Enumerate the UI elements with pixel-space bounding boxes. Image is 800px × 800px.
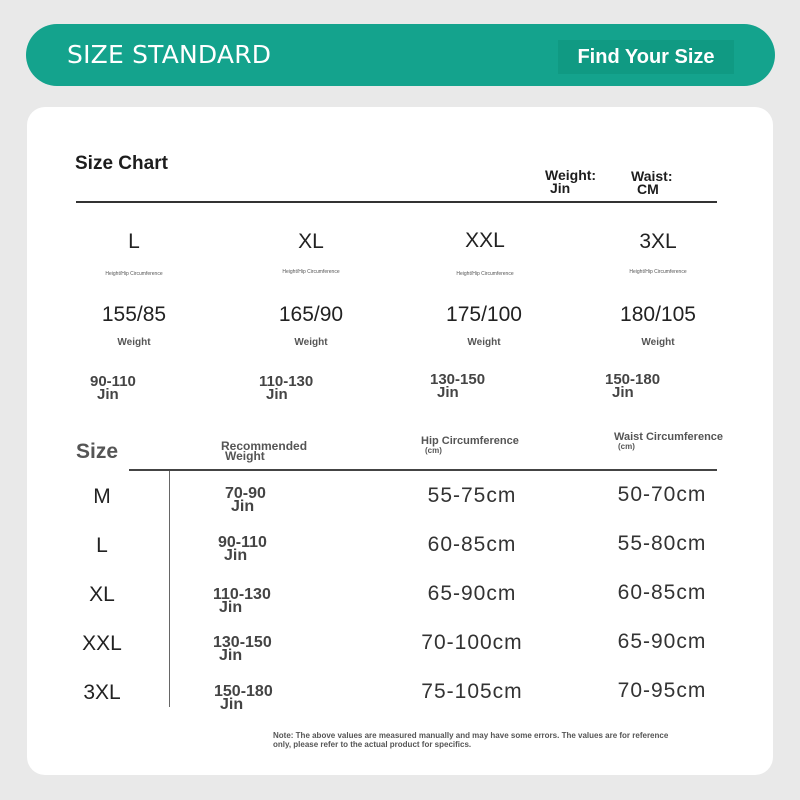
column-size: L — [128, 230, 140, 253]
column-size: XL — [298, 230, 324, 253]
table-row-hip: 75-105cm — [421, 680, 523, 703]
column-weight-range: 130-150 Jin — [430, 371, 486, 401]
table-row-waist: 70-95cm — [617, 679, 707, 702]
table-row-hip: 55-75cm — [427, 484, 517, 507]
column-height-hip: 155/85 — [101, 303, 167, 326]
column-weight-label: Weight — [117, 337, 151, 348]
table-row-weight: 70-90 Jin — [225, 485, 266, 515]
column-small-label: Height/Hip Circumference — [282, 269, 340, 275]
banner-title: SIZE STANDARD — [67, 40, 272, 69]
chart-title: Size Chart — [75, 153, 168, 174]
column-small-label: Height/Hip Circumference — [105, 271, 163, 277]
column-small-label: Height/Hip Circumference — [629, 269, 687, 275]
table-row-size: L — [96, 534, 108, 557]
column-weight-label: Weight — [467, 337, 501, 348]
table-row-size: XL — [89, 583, 115, 606]
legend-waist: Waist: CM — [631, 168, 673, 197]
column-weight-range: 150-180 Jin — [605, 371, 661, 401]
column-height-hip: 165/90 — [278, 303, 344, 326]
header-banner — [26, 24, 775, 86]
table-column-divider — [169, 471, 170, 707]
find-your-size-button[interactable]: Find Your Size — [558, 40, 734, 74]
table-row-size: 3XL — [83, 681, 121, 704]
table-row-weight: 130-150 Jin — [213, 634, 272, 664]
table-row-hip: 70-100cm — [421, 631, 523, 654]
column-weight-label: Weight — [294, 337, 328, 348]
column-size: 3XL — [639, 230, 677, 253]
size-chart-card — [27, 107, 773, 775]
column-small-label: Height/Hip Circumference — [456, 271, 514, 277]
column-weight-range: 90-110 Jin — [90, 373, 136, 403]
table-header-waist: Waist Circumference (cm) — [614, 431, 724, 451]
disclaimer-note: Note: The above values are measured manually and may have some errors. The values are for reference only, please refer to the actual product for specifics. — [273, 731, 669, 749]
legend-weight: Weight: Jin — [545, 167, 597, 196]
table-row-size: XXL — [82, 632, 122, 655]
table-row-hip: 65-90cm — [427, 582, 517, 605]
table-header-hip: Hip Circumference (cm) — [421, 435, 519, 455]
table-row-waist: 55-80cm — [617, 532, 707, 555]
table-row-weight: 110-130 Jin — [213, 586, 271, 616]
table-header-size: Size — [76, 440, 119, 463]
table-header-divider — [129, 469, 717, 471]
table-row-size: M — [93, 485, 111, 508]
header-divider — [76, 201, 717, 203]
table-row-waist: 60-85cm — [617, 581, 707, 604]
table-row-weight: 90-110 Jin — [218, 534, 267, 564]
column-weight-label: Weight — [641, 337, 675, 348]
table-row-waist: 65-90cm — [617, 630, 707, 653]
table-row-waist: 50-70cm — [617, 483, 707, 506]
column-weight-range: 110-130 Jin — [259, 373, 314, 403]
column-height-hip: 180/105 — [620, 303, 696, 326]
table-row-hip: 60-85cm — [427, 533, 517, 556]
column-height-hip: 175/100 — [446, 303, 522, 326]
table-header-weight: Recommended Weight — [221, 439, 308, 463]
column-size: XXL — [465, 229, 505, 252]
table-row-weight: 150-180 Jin — [214, 683, 273, 713]
